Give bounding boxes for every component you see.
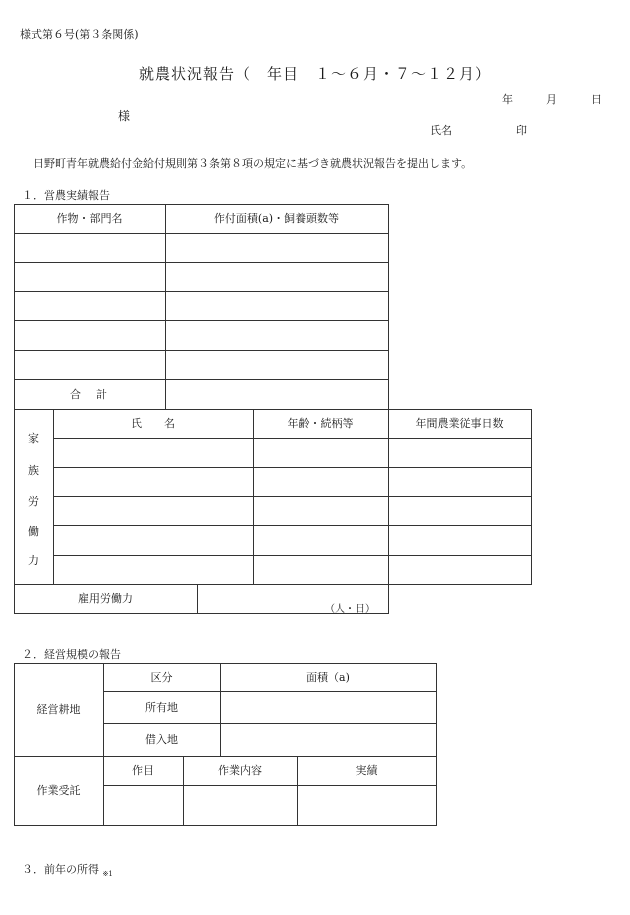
- section3-heading: [22, 864, 113, 878]
- date-year-label: 年: [502, 93, 513, 106]
- section3-title: ３．前年の所得: [22, 863, 99, 876]
- family-label-5: 力: [28, 554, 39, 567]
- contract-task-header: 作業内容: [218, 764, 262, 777]
- contract-results-header: 実績: [355, 764, 378, 777]
- category-header: 区分: [150, 670, 173, 684]
- age-relation-header: 年齢・続柄等: [287, 417, 354, 430]
- date-day-label: 日: [591, 93, 602, 106]
- family-label-2: 族: [28, 464, 39, 477]
- page-title: 就農状況報告（ 年目 １～６月・７～１２月）: [138, 65, 491, 83]
- member-name-header: 氏 名: [131, 417, 175, 430]
- family-label-3: 労: [28, 495, 39, 508]
- crop-name-header: 作物・部門名: [56, 212, 123, 225]
- section1-heading: １．営農実績報告: [22, 189, 110, 202]
- seal-label: 印: [516, 124, 527, 137]
- crop-area-header: 作付面積(a)・飼養頭数等: [213, 212, 340, 225]
- family-label-1: 家: [28, 432, 39, 445]
- addressee-label: 様: [118, 109, 131, 123]
- leased-land-label: 借入地: [145, 733, 178, 746]
- contract-crop-header: 作目: [132, 764, 154, 777]
- submission-statement: 日野町青年就農給付金給付規則第３条第８項の規定に基づき就農状況報告を提出します。: [33, 157, 473, 170]
- farmland-area-header: 面積（a): [306, 670, 350, 684]
- date-month-label: 月: [546, 93, 557, 106]
- owned-land-label: 所有地: [145, 700, 178, 714]
- form-number: 様式第６号(第３条関係): [20, 28, 139, 41]
- hired-labor-unit: （人・日）: [325, 604, 375, 615]
- applicant-name-label: 氏名: [430, 124, 452, 137]
- family-label-4: 働: [28, 525, 39, 538]
- annual-work-days-header: 年間農業従事日数: [415, 417, 504, 430]
- footnote-mark: ※1: [102, 870, 113, 879]
- hired-labor-label: 雇用労働力: [78, 592, 133, 605]
- contract-work-label: 作業受託: [36, 784, 81, 797]
- section2-heading: ２．経営規模の報告: [22, 648, 121, 661]
- farmland-label: 経営耕地: [36, 703, 81, 716]
- total-label: 合 計: [70, 387, 109, 401]
